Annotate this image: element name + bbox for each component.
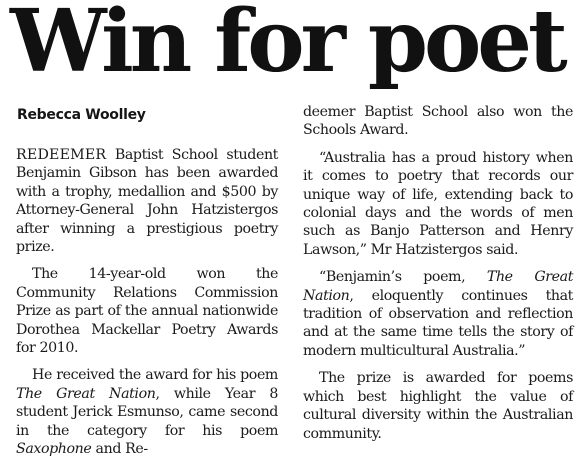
poem-title: The Great Nation: [16, 385, 156, 402]
paragraph-quote-poem-text-a: “Benjamin’s poem,: [319, 269, 487, 286]
paragraph-prize: The 14-year-old won the Community Relations Commission Prize as part of the annual nationwide Dorothea Mackellar Poetry Awards for 2010.: [16, 266, 278, 357]
paragraph-quote-history: “Australia has a proud history when it comes to poetry that records our unique way of life, extending back to colonial days and the words of men such as Banjo Patterson and Henry Lawson,” Mr Hatzistergos said.: [303, 149, 573, 258]
paragraph-prize-purpose: The prize is awarded for poems which best highlight the value of cultural diversity within the Australian community.: [303, 370, 573, 442]
paragraph-quote-poem: [303, 268, 573, 360]
article-column-left: [16, 146, 278, 468]
byline: Rebecca Woolley: [17, 107, 146, 123]
paragraph-award-text-c: and Re-: [91, 441, 148, 458]
paragraph-quote-poem-text-b: , eloquently continues that tradition of observation and reflection and at the same time tells the story of modern multicultural Australia.”: [303, 287, 573, 359]
poem-title: The Great Nation: [303, 269, 573, 304]
paragraph-award-text-a: He received the award for his poem: [32, 367, 278, 384]
paragraph-continued: deemer Baptist School also won the Schools Award.: [303, 104, 573, 139]
paragraph-intro: [16, 146, 278, 256]
poem-title: Saxophone: [16, 441, 92, 458]
article-column-right: [303, 103, 573, 452]
paragraph-award: [16, 366, 278, 458]
lead-in-caps: REDEEMER: [16, 147, 107, 163]
paragraph-intro-text: Baptist School student Benjamin Gibson has been awarded with a trophy, medallion and $500 by Attorney-General John Hatzistergos after winning a prestigious poetry prize.: [16, 147, 278, 256]
paragraph-award-text-b: , while Year 8 student Jerick Esmunso, came second in the category for his poem: [16, 385, 278, 439]
headline: Win for poet: [10, 0, 564, 92]
